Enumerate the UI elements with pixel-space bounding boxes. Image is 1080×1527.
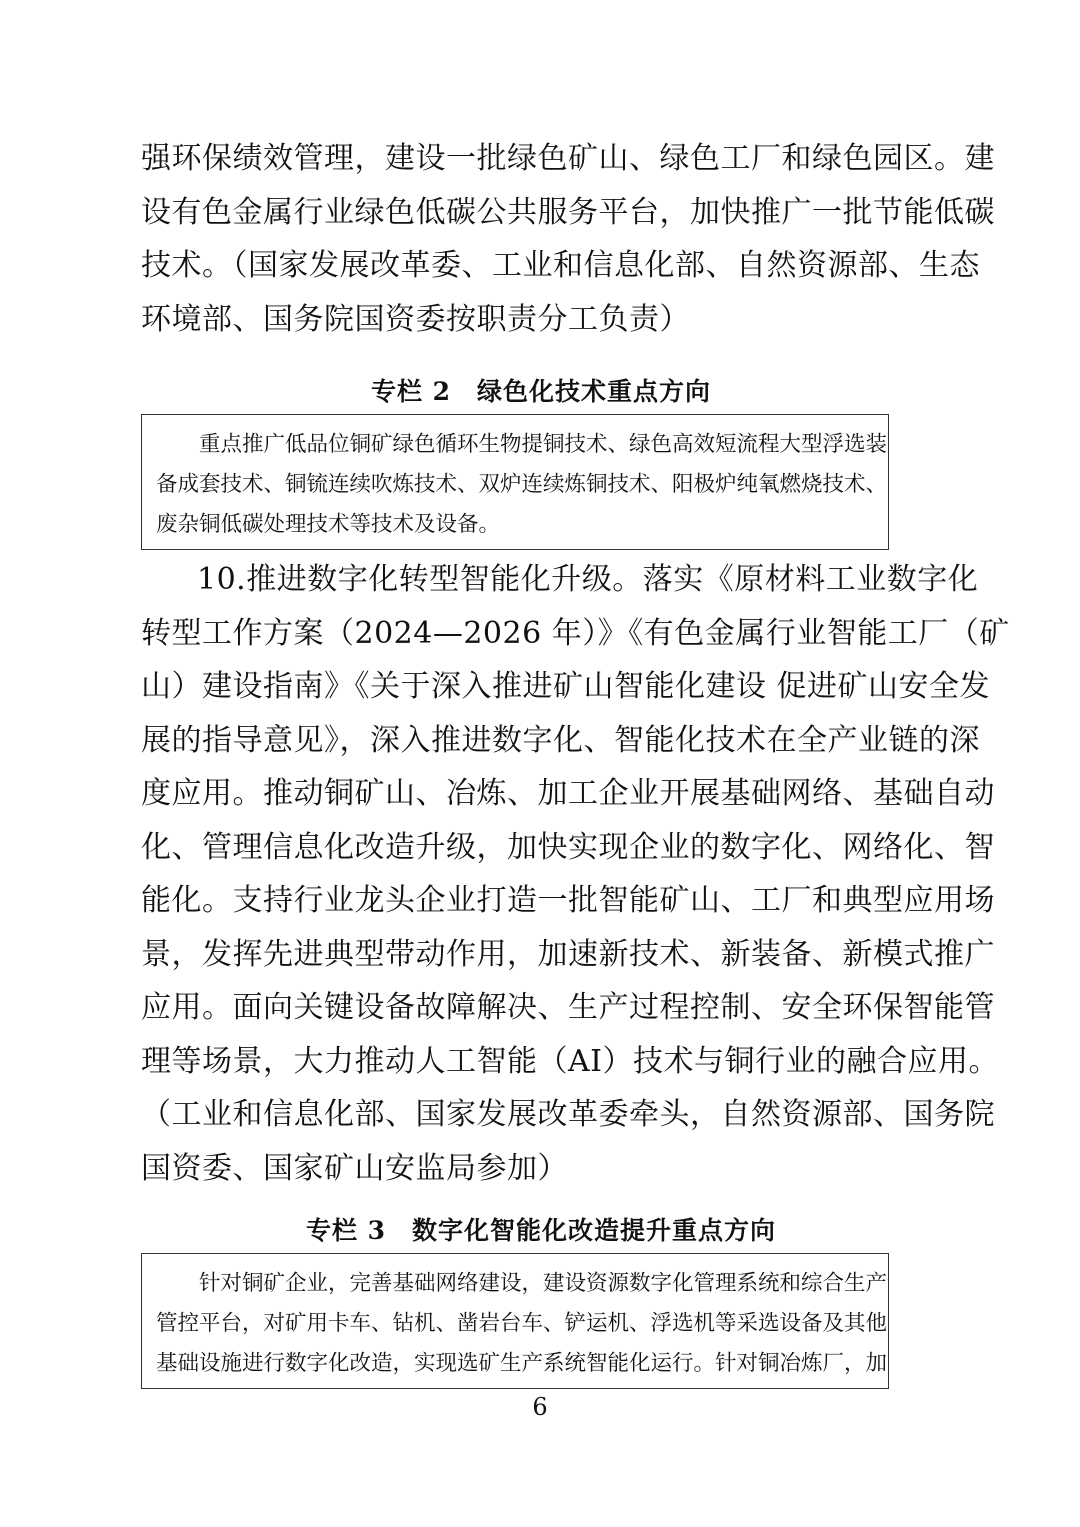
box-text-line: 针对铜矿企业，完善基础网络建设，建设资源数字化管理系统和综合生产 (199, 1271, 888, 1296)
text-line: 展的指导意见》，深入推进数字化、智能化技术在全产业链的深 (141, 722, 980, 758)
text-line: 转型工作方案（2024—2026 年）》《有色金属行业智能工厂（矿 (141, 615, 1010, 651)
text-line: 景，发挥先进典型带动作用，加速新技术、新装备、新模式推广 (141, 936, 995, 972)
column-2-box (141, 414, 889, 550)
paragraph-green-manufacturing (141, 132, 995, 346)
text-line: 设有色金属行业绿色低碳公共服务平台，加快推广一批节能低碳 (141, 194, 995, 230)
text-line: 度应用。推动铜矿山、冶炼、加工企业开展基础网络、基础自动 (141, 776, 995, 811)
text-line: 国资委、国家矿山安监局参加） (141, 1150, 568, 1186)
text-line: 技术。（国家发展改革委、工业和信息化部、自然资源部、生态 (141, 248, 980, 283)
box-text-line: 备成套技术、铜锍连续吹炼技术、双炉连续炼铜技术、阳极炉纯氧燃烧技术、 (156, 472, 888, 497)
text-line: 山）建设指南》《关于深入推进矿山智能化建设 促进矿山安全发 (141, 669, 991, 704)
column-3-title: 专栏 3 数字化智能化改造提升重点方向 (305, 1216, 777, 1245)
box-text-line: 管控平台，对矿用卡车、钻机、凿岩台车、铲运机、浮选机等采选设备及其他 (156, 1311, 888, 1336)
text-line: 强环保绩效管理，建设一批绿色矿山、绿色工厂和绿色园区。建 (141, 141, 995, 176)
paragraph-digital-transformation (141, 553, 1010, 1195)
text-line: 10.推进数字化转型智能化升级。落实《原材料工业数字化 (197, 562, 979, 597)
text-line: 应用。面向关键设备故障解决、生产过程控制、安全环保智能管 (141, 990, 995, 1025)
text-line: （工业和信息化部、国家发展改革委牵头，自然资源部、国务院 (141, 1097, 995, 1132)
page-number: 6 (532, 1393, 548, 1421)
text-line: 化、管理信息化改造升级，加快实现企业的数字化、网络化、智 (141, 829, 995, 865)
box-text-line: 基础设施进行数字化改造，实现选矿生产系统智能化运行。针对铜冶炼厂，加 (156, 1351, 888, 1376)
text-line: 能化。支持行业龙头企业打造一批智能矿山、工厂和典型应用场 (141, 883, 995, 918)
box-text-line: 废杂铜低碳处理技术等技术及设备。 (156, 512, 501, 537)
column-3-box (141, 1253, 889, 1389)
column-2-title: 专栏 2 绿色化技术重点方向 (370, 377, 712, 406)
box-text-line: 重点推广低品位铜矿绿色循环生物提铜技术、绿色高效短流程大型浮选装 (199, 432, 888, 457)
text-line: 理等场景，大力推动人工智能（AI）技术与铜行业的融合应用。 (141, 1043, 1000, 1079)
text-line: 环境部、国务院国资委按职责分工负责） (141, 301, 690, 337)
